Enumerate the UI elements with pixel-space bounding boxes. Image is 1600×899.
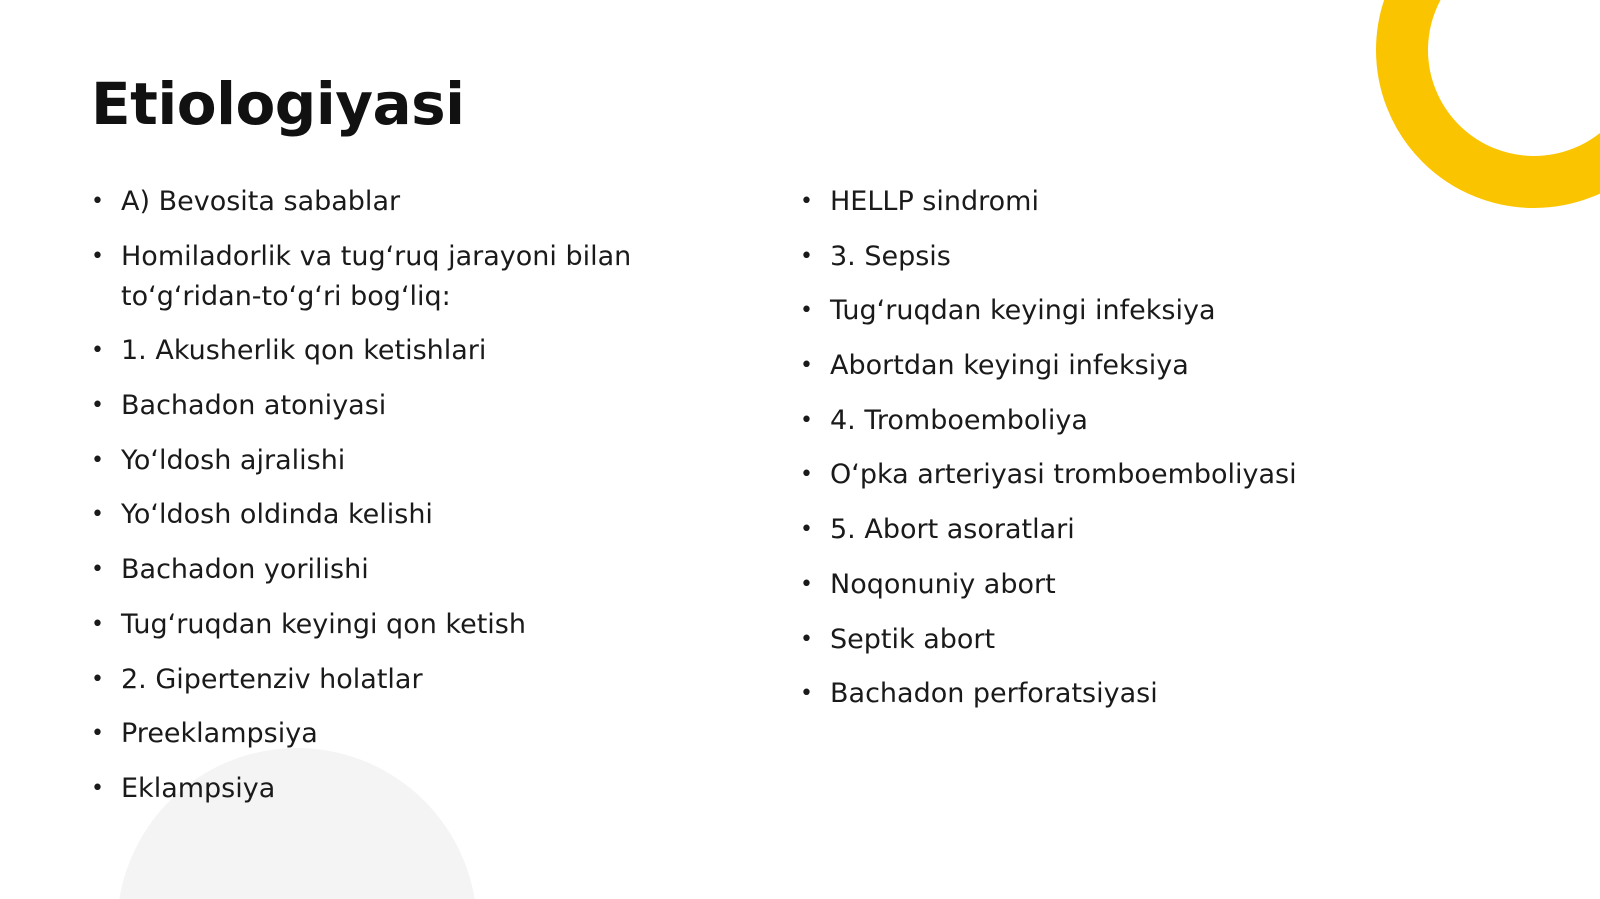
bullet-icon: •	[91, 502, 104, 528]
bullet-icon: •	[800, 353, 813, 379]
list-item	[90, 495, 770, 535]
list-item	[799, 291, 1359, 331]
list-item	[799, 674, 1359, 714]
list-item	[799, 620, 1359, 660]
right-bullet-list	[799, 182, 1359, 729]
list-item-text: 5. Abort asoratlari	[830, 514, 1075, 546]
list-item-text: Yo‘ldosh oldinda kelishi	[121, 499, 433, 531]
list-item	[90, 660, 770, 700]
bullet-icon: •	[800, 298, 813, 324]
left-bullet-list	[90, 182, 770, 824]
list-item	[799, 565, 1359, 605]
list-item-text: 3. Sepsis	[830, 240, 951, 272]
bullet-icon: •	[91, 775, 104, 801]
bullet-icon: •	[800, 189, 813, 214]
list-item	[799, 510, 1359, 550]
list-item-text: 4. Tromboemboliya	[830, 404, 1088, 436]
list-item-text: Bachadon atoniyasi	[121, 390, 387, 422]
bullet-icon: •	[800, 571, 813, 597]
list-item-text: HELLP sindromi	[830, 186, 1039, 217]
bullet-icon: •	[91, 393, 104, 419]
list-item-text: Abortdan keyingi infeksiya	[830, 350, 1189, 382]
list-item-text: Noqonuniy abort	[830, 568, 1056, 600]
bullet-icon: •	[800, 243, 813, 269]
bullet-icon: •	[800, 517, 813, 543]
list-item-text: Bachadon yorilishi	[121, 554, 369, 586]
list-item-text: Homiladorlik va tug‘ruq jarayoni bilan to‘g‘ridan-to‘g‘ri bog‘liq:	[121, 240, 632, 312]
list-item-text: 2. Gipertenziv holatlar	[121, 663, 423, 695]
bullet-icon: •	[800, 681, 813, 707]
list-item-text: Yo‘ldosh ajralishi	[121, 444, 346, 476]
list-item	[90, 605, 770, 645]
list-item	[90, 441, 770, 481]
bullet-icon: •	[91, 447, 104, 473]
bullet-icon: •	[91, 721, 104, 747]
bullet-icon: •	[91, 557, 104, 583]
list-item	[90, 237, 770, 317]
list-item-text: Tug‘ruqdan keyingi qon ketish	[121, 608, 526, 640]
list-item-text: Tug‘ruqdan keyingi infeksiya	[830, 295, 1216, 327]
list-item	[799, 401, 1359, 441]
list-item-text: Eklampsiya	[121, 772, 276, 804]
bullet-icon: •	[91, 611, 104, 637]
list-item	[799, 237, 1359, 277]
list-item	[90, 769, 770, 809]
bullet-icon: •	[91, 243, 104, 269]
list-item	[799, 455, 1359, 495]
bullet-icon: •	[91, 189, 104, 214]
list-item-text: Preeklampsiya	[121, 718, 318, 750]
list-item	[90, 386, 770, 426]
list-item-text: 1. Akusherlik qon ketishlari	[121, 335, 487, 367]
list-item-text: A) Bevosita sabablar	[121, 186, 401, 217]
list-item-text: O‘pka arteriyasi tromboemboliyasi	[830, 459, 1297, 491]
list-item-text: Bachadon perforatsiyasi	[830, 678, 1158, 710]
yellow-ring-decoration	[1376, 0, 1600, 208]
list-item	[799, 182, 1359, 222]
bullet-icon: •	[91, 666, 104, 692]
list-item	[90, 182, 770, 222]
list-item	[90, 714, 770, 754]
list-item	[799, 346, 1359, 386]
bullet-icon: •	[800, 462, 813, 488]
slide-title: Etiologiyasi	[91, 70, 465, 138]
bullet-icon: •	[800, 626, 813, 652]
list-item	[90, 331, 770, 371]
list-item	[90, 550, 770, 590]
bullet-icon: •	[800, 407, 813, 433]
list-item-text: Septik abort	[830, 623, 996, 655]
bullet-icon: •	[91, 338, 104, 364]
